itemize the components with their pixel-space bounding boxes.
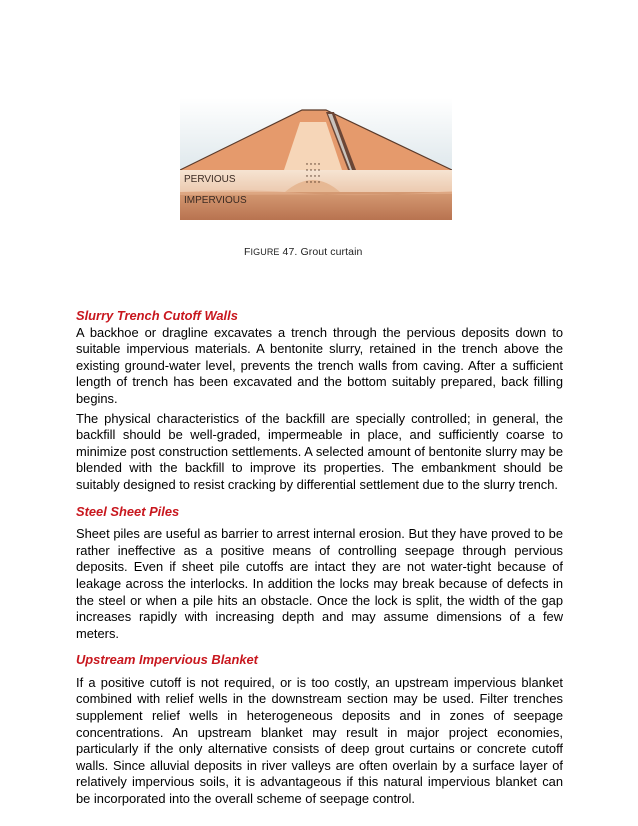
section-heading-steel-sheet-piles: Steel Sheet Piles [76, 503, 180, 519]
dam-cross-section-diagram [180, 98, 452, 220]
section-heading-upstream-blanket: Upstream Impervious Blanket [76, 652, 258, 668]
document-body [76, 308, 563, 808]
section-heading-slurry-trench: Slurry Trench Cutoff Walls [76, 308, 238, 323]
paragraph-steel-sheet-piles: Sheet piles are useful as barrier to arrest internal erosion. But they have proved to be rather ineffective as a positive means of controlling seepage through pervious deposits. Even if sheet pile cutoffs are intact they are not water-tight because of leakage across the interlocks. In addition the locks may break because of defects in the steel or when a pile hits an obstacle. Once the lock is split, the width of the gap increases rapidly with increasing depth and may assume dimensions of a few meters. [76, 526, 563, 641]
paragraph-upstream-blanket: If a positive cutoff is not required, or is too costly, an upstream impervious blanket combined with relief wells in the downstream section may be used. Filter trenches supplement relief wells in heterogeneous deposits and in zones of seepage concentrations. An upstream blanket may result in major project economies, particularly if the only alternative consists of deep grout curtains or concrete cutoff walls. Since alluvial deposits in river valleys are often overlain by a surface layer of relatively impervious soils, it is advantageous if this natural impervious blanket can be incorporated into the overall scheme of seepage control. [76, 674, 563, 807]
figure-caption: FIGURE 47. Grout curtain [244, 246, 363, 258]
grout-curtain-figure [180, 98, 452, 220]
pervious-label: PERVIOUS [184, 174, 236, 185]
paragraph-slurry-trench-1: A backhoe or dragline excavates a trench through the pervious deposits down to suitable impervious materials. A bentonite slurry, retained in the trench above the existing ground-water level, prevents the trench walls from caving. After a sufficient length of trench has been excavated and the bottom suitably prepared, back filling begins. [76, 324, 563, 406]
paragraph-slurry-trench-2: The physical characteristics of the backfill are specially controlled; in general, the backfill should be well-graded, impermeable in place, and sufficiently coarse to minimize post construction settlements. A selected amount of bentonite slurry may be blended with the backfill to improve its properties. The embankment should be suitably designed to resist cracking by differential settlement due to the slurry trench. [76, 410, 563, 492]
impervious-label: IMPERVIOUS [184, 195, 247, 206]
